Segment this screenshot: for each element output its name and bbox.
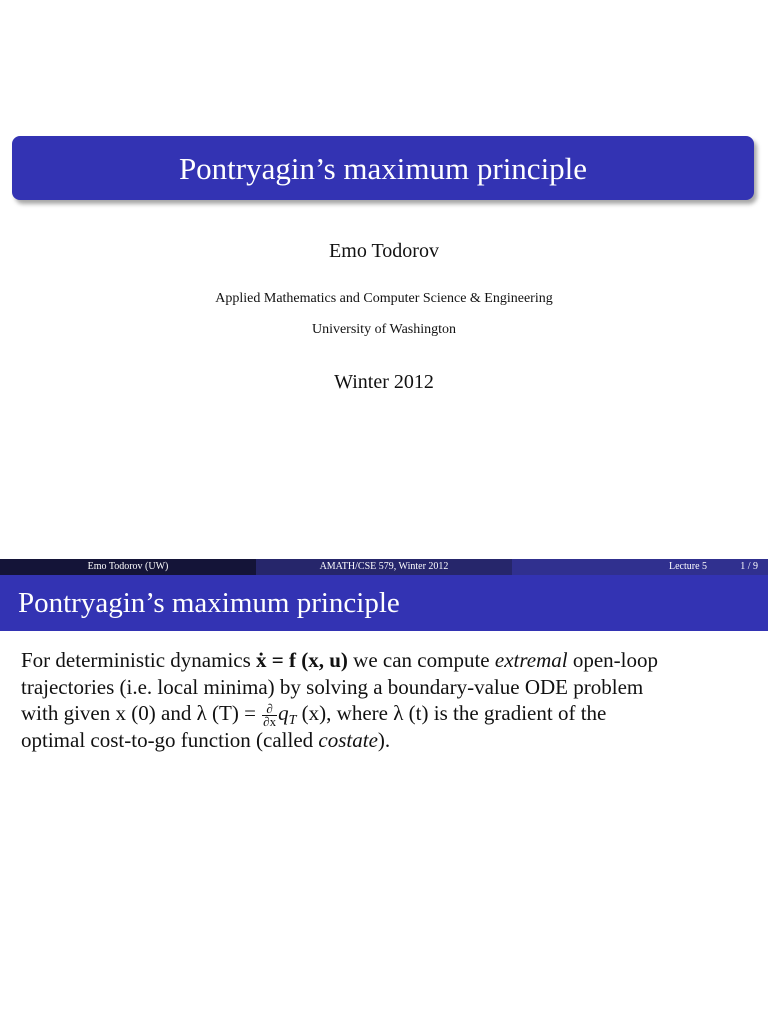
costate-symbol: λ (t) <box>393 701 429 725</box>
body-line-2: trajectories (i.e. local minima) by solving a boundary-value ODE problem <box>21 674 644 699</box>
body-line-4 <box>21 727 751 754</box>
frame-title: Pontryagin’s maximum principle <box>18 586 400 619</box>
initial-state: x (0) <box>115 701 156 725</box>
footline-page-number: 1 / 9 <box>740 561 758 572</box>
text-segment: open-loop <box>567 648 658 672</box>
emphasis-costate: costate <box>318 727 378 752</box>
footline-right <box>512 559 768 575</box>
author-name: Emo Todorov <box>329 240 439 262</box>
presentation-date: Winter 2012 <box>334 371 434 393</box>
footline-course: AMATH/CSE 579, Winter 2012 <box>256 559 512 575</box>
costate-final: λ (T) = <box>196 701 262 725</box>
dynamics-equation: ẋ = f (x, u) <box>256 648 348 672</box>
text-segment: we can compute <box>347 648 495 672</box>
text-segment: with given <box>21 701 116 725</box>
partial-derivative-fraction <box>262 700 277 729</box>
text-segment: ). <box>377 727 391 752</box>
final-cost-argument: (x) <box>296 701 327 725</box>
fraction-numerator: ∂ <box>262 703 277 716</box>
affiliation-university: University of Washington <box>311 322 457 337</box>
body-line-3 <box>21 700 751 727</box>
footline-lecture: Lecture 5 <box>669 561 708 572</box>
footline-author: Emo Todorov (UW) <box>0 559 256 575</box>
body-paragraph <box>21 647 751 753</box>
text-segment: For deterministic dynamics <box>21 648 257 672</box>
affiliation-department: Applied Mathematics and Computer Science & Engineering <box>215 291 553 306</box>
text-segment: and <box>155 701 197 725</box>
text-segment: , where <box>326 701 394 725</box>
frame-title-bar <box>0 575 768 631</box>
title-box <box>12 136 754 200</box>
final-cost-symbol: q <box>278 701 289 725</box>
emphasis-extremal: extremal <box>494 648 568 672</box>
final-cost-subscript: T <box>288 713 297 728</box>
fraction-denominator: ∂x <box>263 713 277 729</box>
text-segment: is the gradient of the <box>428 701 607 725</box>
text-segment: optimal cost-to-go function (called <box>21 727 319 752</box>
body-line-1 <box>21 647 751 674</box>
footline <box>0 559 768 575</box>
content-slide <box>0 575 768 1024</box>
presentation-title: Pontryagin’s maximum principle <box>178 150 588 186</box>
